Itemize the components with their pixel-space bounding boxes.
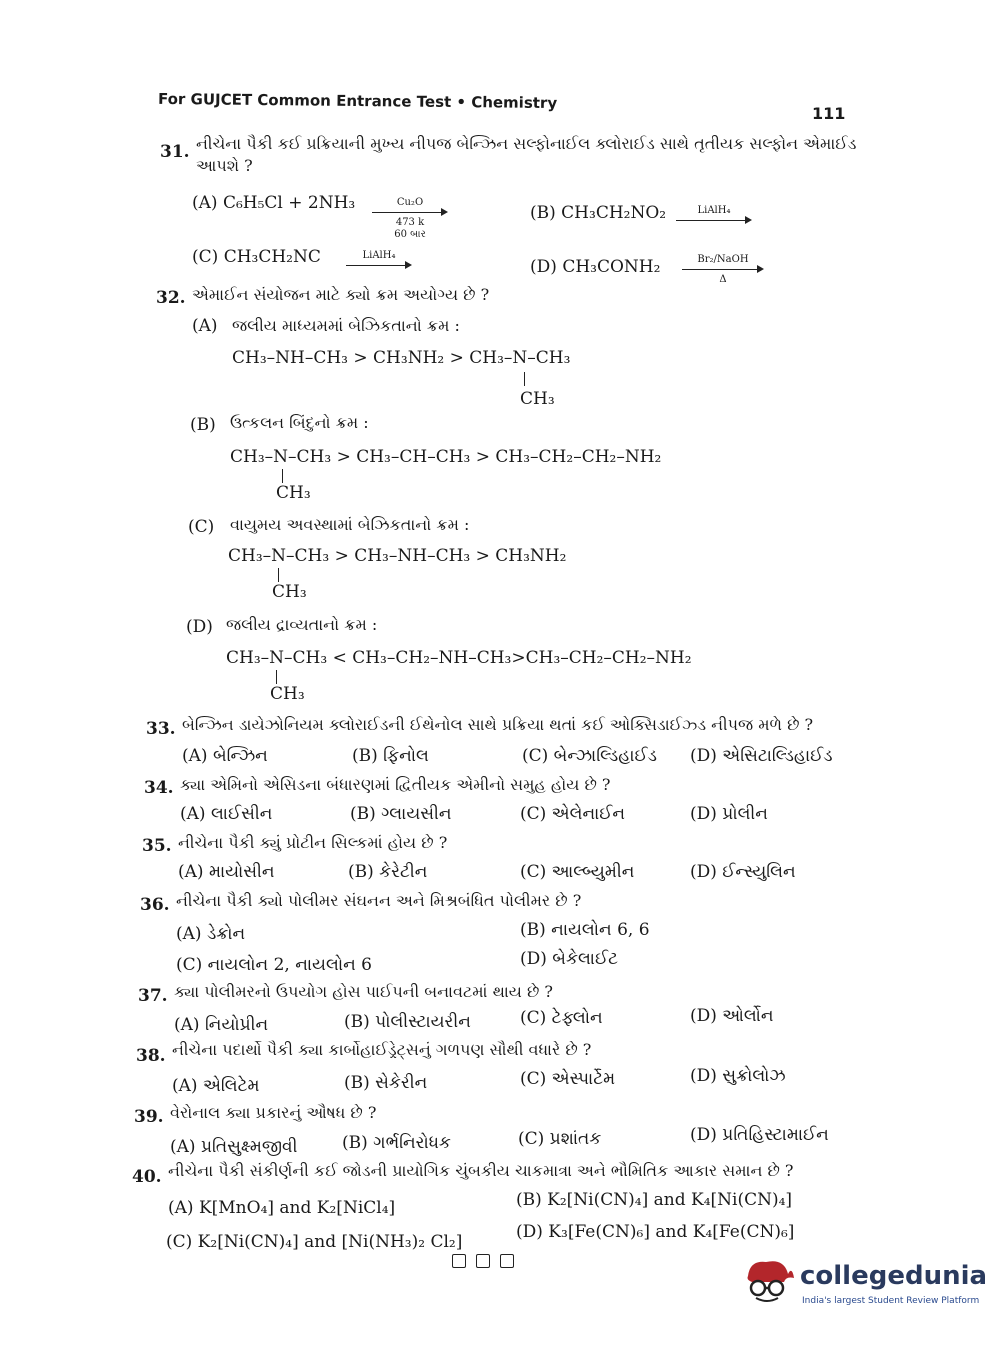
- option-a: [192, 193, 355, 213]
- formula-branch: CH₃: [272, 582, 307, 602]
- option-a: (A) નિયોપ્રીન: [174, 1015, 269, 1035]
- option-d: (D) પ્રોલીન: [690, 804, 768, 824]
- question-number: 32.: [156, 288, 186, 308]
- square-icon: [476, 1254, 490, 1268]
- logo-wordmark: collegedunia: [800, 1261, 988, 1291]
- option-b: (B) ગ્લાયસીન: [350, 804, 452, 824]
- question-number: 31.: [160, 142, 190, 162]
- option-label: (B): [190, 415, 216, 435]
- arrow-condition: Δ: [719, 274, 727, 285]
- question-text: નીચેના પૈકી ક્યું પ્રોટીન સિલ્કમાં હોય છે ?: [178, 833, 448, 852]
- question-number: 38.: [136, 1046, 166, 1066]
- reaction-arrow: [372, 197, 448, 240]
- question-text: બેન્ઝિન ડાયેઝોનિયમ ક્લોરાઈડની ઈથેનોલ સાથે પ્રક્રિયા થતાં કઈ ઓક્સિડાઈઝ્ડ નીપજ મળે છે ?: [182, 715, 814, 734]
- option-a: (A) એલિટેમ: [172, 1076, 260, 1096]
- bond-line: [278, 568, 279, 582]
- option-c: (C) એલેનાઈન: [520, 804, 626, 824]
- question-number: 35.: [142, 836, 172, 856]
- question-text: આપશે ?: [196, 156, 253, 175]
- arrow-condition: LiAlH₄: [697, 205, 731, 216]
- option-text: જલીય માધ્યમમાં બેઝિકતાનો ક્રમ :: [232, 316, 460, 335]
- reactant: C₆H₅Cl + 2NH₃: [222, 193, 356, 213]
- question-text: નીચેના પૈકી સંકીર્ણની કઈ જોડની પ્રાયોગિક ચુંબકીય ચાકમાત્રા અને ભૌમિતિક આકાર સમાન છે ?: [168, 1161, 794, 1180]
- reaction-arrow: [676, 205, 752, 220]
- option-label: (A): [192, 193, 218, 213]
- option-c: (C) આલ્બ્યુમીન: [520, 862, 635, 882]
- formula-branch: CH₃: [520, 389, 555, 409]
- option-c: (C) ટેફ્લોન: [520, 1008, 603, 1028]
- formula: CH₃–N–CH₃ > CH₃–CH–CH₃ > CH₃–CH₂–CH₂–NH₂: [230, 447, 662, 467]
- option-c: [192, 247, 321, 267]
- option-label: (D): [186, 617, 213, 637]
- question-text: એમાઈન સંયોજન માટે ક્યો ક્રમ અયોગ્ય છે ?: [192, 285, 490, 304]
- question-text: ક્યા એમિનો એસિડના બંધારણમાં દ્વિતીયક એમીનો સમુહ હોય છે ?: [180, 775, 611, 794]
- option-d: (D) K₃[Fe(CN)₆] and K₄[Fe(CN)₆]: [516, 1222, 795, 1242]
- logo-mascot-icon: [740, 1256, 798, 1306]
- option-b: (B) પોલીસ્ટાયરીન: [344, 1012, 471, 1032]
- question-number: 39.: [134, 1107, 164, 1127]
- question-text: નીચેના પદાર્થો પૈકી ક્યા કાર્બોહાઈડ્રેટ્સનું ગળપણ સૌથી વધારે છે ?: [172, 1040, 592, 1059]
- bond-line: [282, 469, 283, 483]
- option-c: (C) K₂[Ni(CN)₄] and [Ni(NH₃)₂ Cl₂]: [166, 1232, 463, 1252]
- option-c: (C) નાયલોન 2, નાયલોન 6: [176, 955, 372, 975]
- option-a: (A) માયોસીન: [178, 862, 275, 882]
- question-number: 36.: [140, 895, 170, 915]
- option-label: (C): [192, 247, 219, 267]
- bond-line: [524, 372, 525, 386]
- reaction-arrow: [346, 250, 412, 265]
- question-text: વેરોનાલ ક્યા પ્રકારનું ઔષધ છે ?: [170, 1103, 377, 1122]
- arrow-condition: Cu₂O: [396, 197, 424, 208]
- option-text: વાયુમય અવસ્થામાં બેઝિકતાનો ક્રમ :: [230, 515, 470, 534]
- formula: CH₃–NH–CH₃ > CH₃NH₂ > CH₃–N–CH₃: [232, 348, 571, 368]
- reaction-arrow: [682, 254, 764, 285]
- option-text: ઉત્કલન બિંદુનો ક્રમ :: [230, 413, 369, 432]
- option-b: (B) K₂[Ni(CN)₄] and K₄[Ni(CN)₄]: [516, 1190, 793, 1210]
- option-text: જલીય દ્રાવ્યતાનો ક્રમ :: [226, 615, 378, 634]
- end-marker: [452, 1253, 524, 1272]
- formula: CH₃–N–CH₃ > CH₃–NH–CH₃ > CH₃NH₂: [228, 546, 567, 566]
- question-text: નીચેના પૈકી કઈ પ્રક્રિયાની મુખ્ય નીપજ બેન્ઝિન સલ્ફોનાઈલ ક્લોરાઈડ સાથે તૃતીયક સલ્ફોન એમાઈડ: [196, 134, 857, 153]
- option-c: (C) પ્રશાંતક: [518, 1129, 602, 1149]
- option-b: (B) નાયલોન 6, 6: [520, 920, 650, 940]
- question-number: 37.: [138, 986, 168, 1006]
- option-d: [530, 257, 660, 277]
- arrow-condition: LiAlH₄: [362, 250, 396, 261]
- option-d: (D) બેકેલાઈટ: [520, 949, 618, 969]
- option-a: (A) પ્રતિસુક્ષ્મજીવી: [170, 1137, 298, 1157]
- bond-line: [276, 670, 277, 684]
- square-icon: [452, 1254, 466, 1268]
- reactant: CH₃CH₂NO₂: [561, 203, 667, 223]
- option-b: (B) સેકેરીન: [344, 1073, 428, 1093]
- option-a: (A) બેન્ઝિન: [182, 746, 268, 766]
- square-icon: [500, 1254, 514, 1268]
- option-label: (C): [188, 517, 215, 537]
- option-d: (D) ઓર્લોન: [690, 1006, 774, 1026]
- option-b: (B) કેરેટીન: [348, 862, 428, 882]
- question-number: 34.: [144, 778, 174, 798]
- option-d: (D) પ્રતિહિસ્ટામાઈન: [690, 1125, 829, 1145]
- page-header-title: For GUJCET Common Entrance Test • Chemistry: [157, 89, 558, 113]
- option-label: (B): [530, 203, 556, 223]
- reactant: CH₃CH₂NC: [223, 247, 321, 267]
- reactant: CH₃CONH₂: [562, 257, 661, 277]
- question-text: ક્યા પોલીમરનો ઉપયોગ હોસ પાઈપની બનાવટમાં થાય છે ?: [174, 982, 553, 1001]
- logo-tagline: India's largest Student Review Platform: [802, 1296, 980, 1306]
- option-label: (A): [192, 316, 218, 336]
- formula-branch: CH₃: [270, 684, 305, 704]
- option-a: (A) ડેક્રોન: [176, 924, 246, 944]
- option-b: (B) ગર્ભનિરોધક: [342, 1133, 451, 1153]
- question-number: 40.: [132, 1167, 162, 1187]
- formula-branch: CH₃: [276, 483, 311, 503]
- formula: CH₃–N–CH₃ < CH₃–CH₂–NH–CH₃>CH₃–CH₂–CH₂–NH₂: [226, 648, 692, 668]
- page-number: 111: [812, 104, 846, 123]
- question-text: નીચેના પૈકી ક્યો પોલીમર સંઘનન અને મિશ્રબંધિત પોલીમર છે ?: [176, 891, 582, 910]
- question-number: 33.: [146, 719, 176, 739]
- option-d: (D) એસિટાલ્ડિહાઈડ: [690, 746, 833, 766]
- arrow-condition: Br₂/NaOH: [697, 254, 749, 265]
- option-a: (A) લાઈસીન: [180, 804, 273, 824]
- option-a: (A) K[MnO₄] and K₂[NiCl₄]: [168, 1198, 396, 1218]
- option-b: (B) ફિનોલ: [352, 746, 429, 766]
- option-d: (D) ઈન્સ્યુલિન: [690, 862, 796, 882]
- option-d: (D) સુક્રોલોઝ: [690, 1066, 786, 1086]
- option-c: (C) બેન્ઝાલ્ડિહાઈડ: [522, 746, 657, 766]
- option-c: (C) એસ્પાર્ટેમ: [520, 1069, 616, 1089]
- option-b: [530, 203, 666, 223]
- option-label: (D): [530, 257, 557, 277]
- arrow-condition: 473 k 60 બાર: [394, 217, 426, 240]
